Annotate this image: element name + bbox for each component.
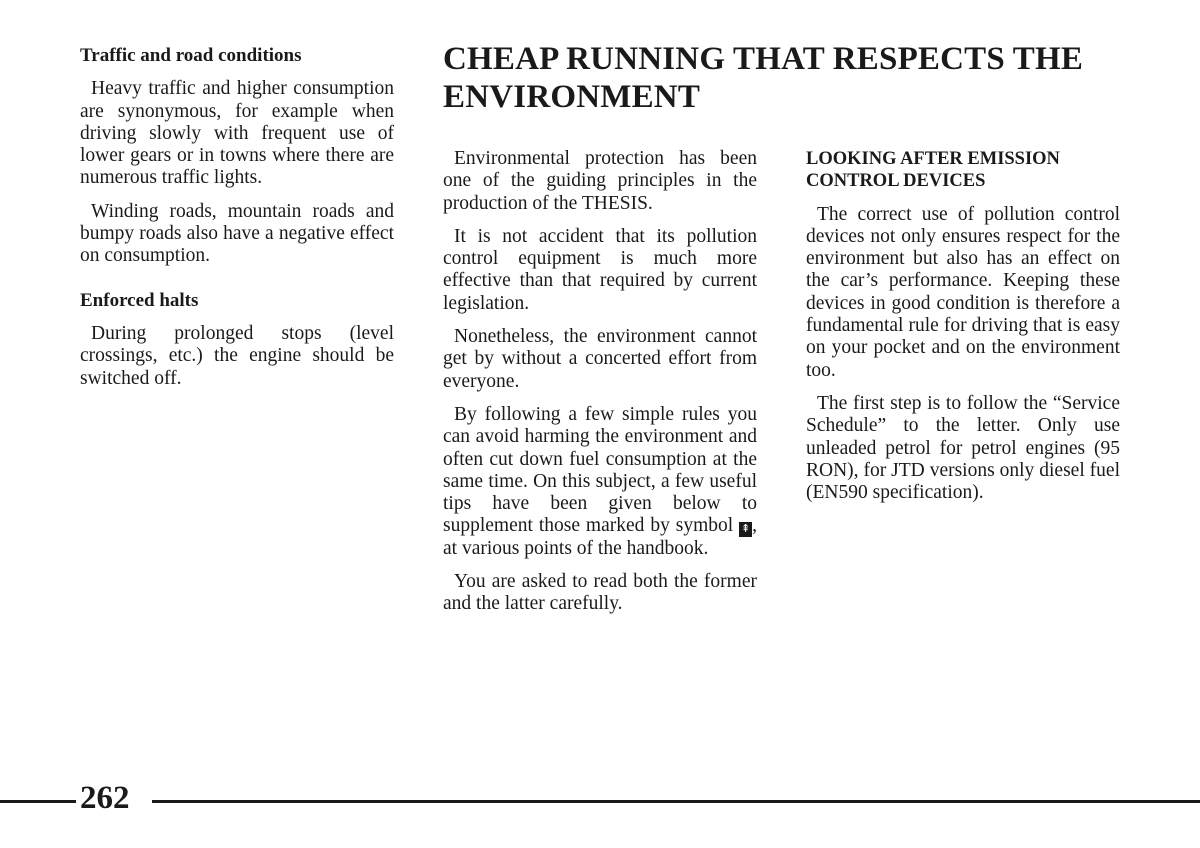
middle-column [443,148,757,627]
environmental-protection-paragraph: Environmental protection has been one of the guiding principles in the production of the THESIS. [443,148,757,214]
traffic-paragraph: Heavy traffic and higher consumption are synonymous, for example when driving slowly with frequent use of lower gears or in towns where there are numerous traffic lights. [80,78,394,189]
read-carefully-paragraph: You are asked to read both the former and the latter carefully. [443,571,757,615]
left-column [80,45,394,401]
environment-symbol-icon: ⇞ [741,523,751,536]
emission-control-heading: LOOKING AFTER EMISSION CONTROL DEVICES [806,149,1060,192]
pollution-control-paragraph: It is not accident that its pollution control equipment is much more effective than that required by current legislation. [443,225,757,314]
footer-rule-left [0,800,76,803]
page-number: 262 [80,780,130,816]
service-schedule-paragraph: The first step is to follow the “Service Schedule” to the letter. Only use unleaded petrol for petrol engines (95 RON), for JTD versions only diesel fuel (EN590 specification). [806,392,1120,504]
right-column [806,148,1120,515]
footer-rule-right [152,800,1200,803]
page-title: CHEAP RUNNING THAT RESPECTS THE ENVIRONMENT [443,41,1084,115]
simple-rules-text: By following a few simple rules you can avoid harming the environment and often cut down fuel consumption at the same time. On this subject, a few useful tips have been given below to supplement those marked by symbol [443,403,757,537]
pollution-devices-paragraph: The correct use of pollution control devices not only ensures respect for the environment but also has an effect on the car’s performance. Keeping these devices in good condition is therefore a fundamental rule for driving that is easy on your pocket and on the environment too. [806,203,1120,381]
winding-roads-paragraph: Winding roads, mountain roads and bumpy roads also have a negative effect on consumption. [80,200,394,267]
concerted-effort-paragraph: Nonetheless, the environment cannot get by without a concerted effort from everyone. [443,326,757,392]
enforced-halts-paragraph: During prolonged stops (level crossings, etc.) the engine should be switched off. [80,322,394,389]
simple-rules-paragraph [443,404,757,560]
traffic-road-conditions-heading: Traffic and road conditions [80,45,302,66]
simple-rules-text-end: , at various points of the handbook. [443,515,757,559]
enforced-halts-heading: Enforced halts [80,289,199,311]
